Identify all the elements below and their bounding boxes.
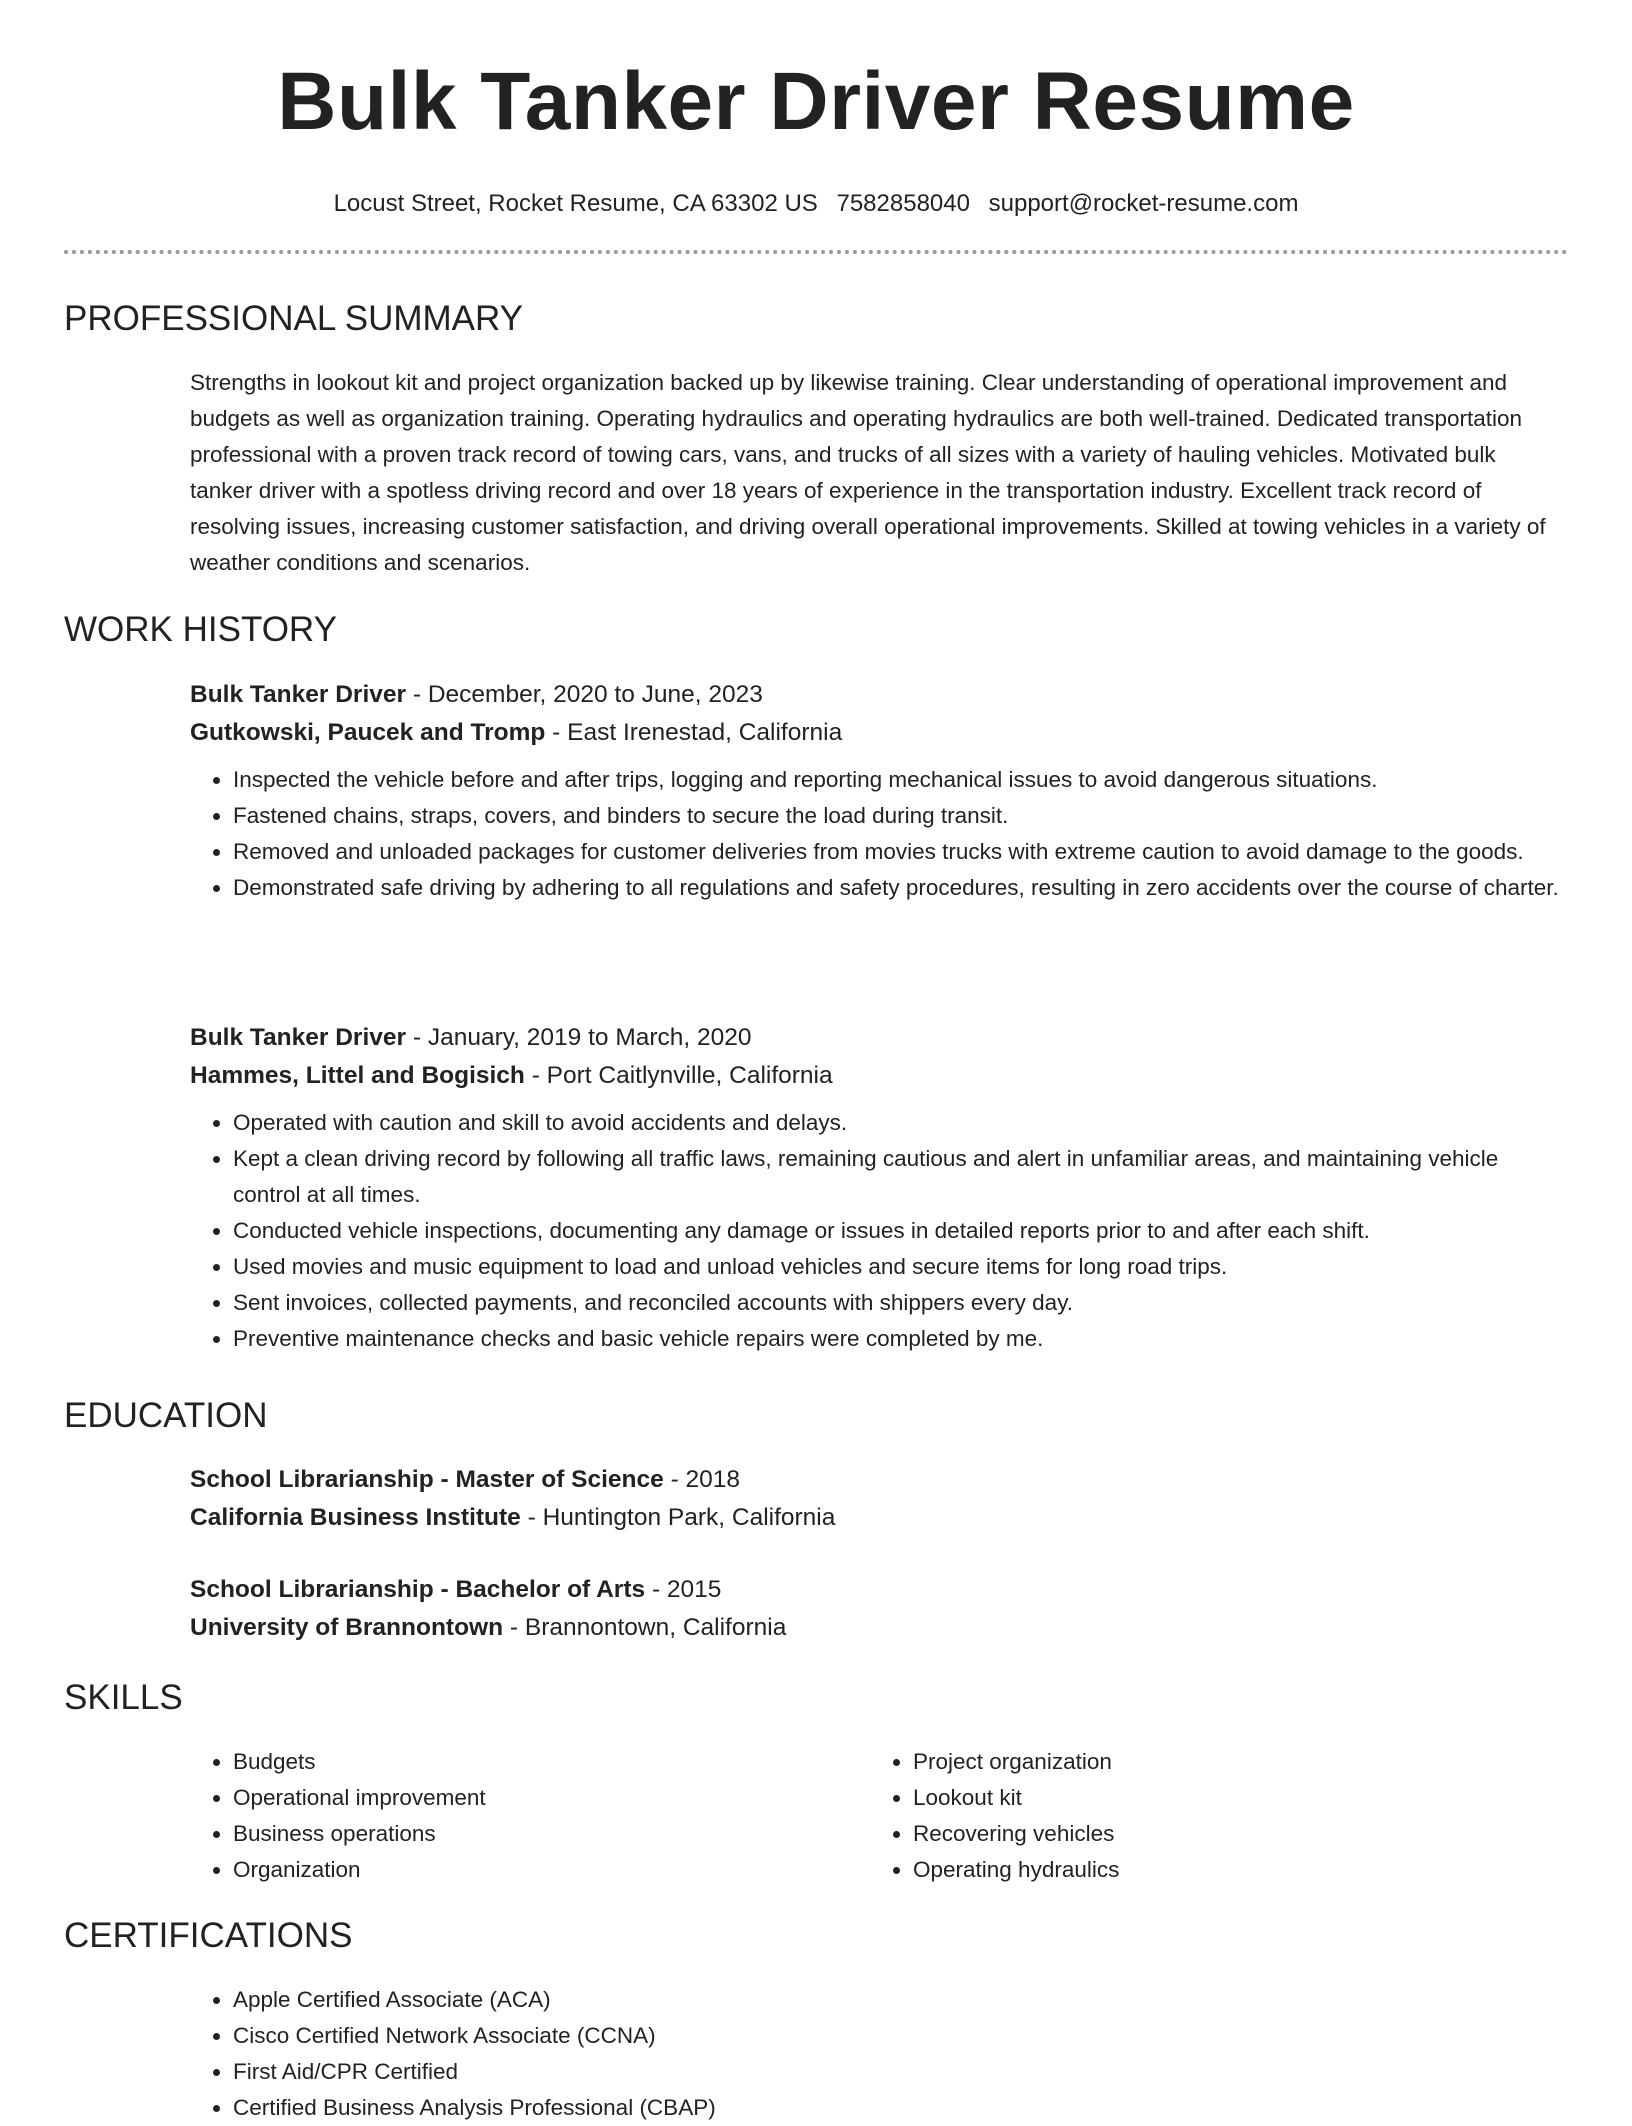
degree-year: - 2015 xyxy=(645,1576,722,1603)
job-dates: - January, 2019 to March, 2020 xyxy=(406,1024,752,1051)
skills-list-left xyxy=(190,1744,870,1888)
summary-section xyxy=(190,365,1560,581)
summary-text: Strengths in lookout kit and project organization backed up by likewise training. Clear understanding of operational improvement and budgets as well as organization training. Operating hydraulics and operating hydraulics are both well-trained. Dedicated transportation professional with a proven track record of towing cars, vans, and trucks of all sizes with a variety of hauling vehicles. Motivated bulk tanker driver with a spotless driving record and over 18 years of experience in the transportation industry. Excellent track record of resolving issues, increasing customer satisfaction, and driving overall operational improvements. Skilled at towing vehicles in a variety of weather conditions and scenarios. xyxy=(190,370,1546,575)
degree: School Librarianship - Bachelor of Arts xyxy=(190,1576,646,1603)
resume-header xyxy=(64,52,1568,220)
resume-title: Bulk Tanker Driver Resume xyxy=(277,56,1355,147)
job-bullet-list xyxy=(190,762,1560,906)
skill-item: • Recovering vehicles xyxy=(913,1816,1553,1852)
certification-item: • First Aid/CPR Certified xyxy=(233,2054,1560,2090)
skill-item: • Operating hydraulics xyxy=(913,1852,1553,1888)
job-company: Hammes, Littel and Bogisich xyxy=(190,1062,525,1089)
job-bullet: • Kept a clean driving record by following all traffic laws, remaining cautious and alert in unfamiliar areas, and maintaining vehicle control at all times. xyxy=(233,1141,1560,1213)
job-bullet: • Removed and unloaded packages for customer deliveries from movies trucks with extreme caution to avoid damage to the goods. xyxy=(233,834,1560,870)
skill-item: • Budgets xyxy=(233,1744,870,1780)
contact-phone: 7582858040 xyxy=(836,190,970,217)
certifications-list xyxy=(190,1982,1560,2126)
summary-heading: PROFESSIONAL SUMMARY xyxy=(64,299,523,338)
job-bullet: • Operated with caution and skill to avoid accidents and delays. xyxy=(233,1105,1560,1141)
degree-year: - 2018 xyxy=(663,1466,741,1493)
job-bullet-list xyxy=(190,1105,1560,1357)
school-line xyxy=(190,1499,1560,1537)
job-bullet: • Fastened chains, straps, covers, and binders to secure the load during transit. xyxy=(233,798,1560,834)
education-entry xyxy=(190,1571,1560,1647)
job-bullet: • Demonstrated safe driving by adhering to all regulations and safety procedures, resulting in zero accidents over the course of charter. xyxy=(233,870,1560,906)
job-entry xyxy=(190,1019,1560,1357)
skills-section xyxy=(190,1744,1560,1888)
school-location: - Huntington Park, California xyxy=(520,1504,836,1531)
job-bullet: • Conducted vehicle inspections, documenting any damage or issues in detailed reports prior to and after each shift. xyxy=(233,1213,1560,1249)
skill-item: • Organization xyxy=(233,1852,870,1888)
job-company-line xyxy=(190,1057,1560,1095)
certifications-heading: CERTIFICATIONS xyxy=(64,1916,353,1955)
school: University of Brannontown xyxy=(190,1614,504,1641)
job-dates: - December, 2020 to June, 2023 xyxy=(406,681,763,708)
job-entry xyxy=(190,676,1560,906)
header-divider xyxy=(64,250,1568,254)
education-heading: EDUCATION xyxy=(64,1396,268,1435)
contact-line xyxy=(64,188,1568,220)
job-bullet: • Used movies and music equipment to load and unload vehicles and secure items for long road trips. xyxy=(233,1249,1560,1285)
job-bullet: • Preventive maintenance checks and basic vehicle repairs were completed by me. xyxy=(233,1321,1560,1357)
job-role-line xyxy=(190,1019,1560,1057)
contact-address: Locust Street, Rocket Resume, CA 63302 US xyxy=(333,190,818,217)
job-location: - Port Caitlynville, California xyxy=(524,1062,833,1089)
school-location: - Brannontown, California xyxy=(503,1614,787,1641)
degree-line xyxy=(190,1571,1560,1609)
school: California Business Institute xyxy=(190,1504,521,1531)
education-entry xyxy=(190,1461,1560,1537)
degree: School Librarianship - Master of Science xyxy=(190,1466,664,1493)
job-role: Bulk Tanker Driver xyxy=(190,681,407,708)
skill-item: • Lookout kit xyxy=(913,1780,1553,1816)
skills-heading: SKILLS xyxy=(64,1678,183,1717)
certifications-section xyxy=(190,1982,1560,2126)
school-line xyxy=(190,1609,1560,1647)
job-company: Gutkowski, Paucek and Tromp xyxy=(190,719,546,746)
certification-item: • Cisco Certified Network Associate (CCNA) xyxy=(233,2018,1560,2054)
skill-item: • Business operations xyxy=(233,1816,870,1852)
certification-item: • Certified Business Analysis Professional (CBAP) xyxy=(233,2090,1560,2126)
certification-item: • Apple Certified Associate (ACA) xyxy=(233,1982,1560,2018)
contact-email: support@rocket-resume.com xyxy=(988,190,1299,217)
skills-list-right xyxy=(870,1744,1553,1888)
job-role: Bulk Tanker Driver xyxy=(190,1024,407,1051)
job-bullet: • Sent invoices, collected payments, and reconciled accounts with shippers every day. xyxy=(233,1285,1560,1321)
skill-item: • Project organization xyxy=(913,1744,1553,1780)
job-location: - East Irenestad, California xyxy=(545,719,843,746)
degree-line xyxy=(190,1461,1560,1499)
job-company-line xyxy=(190,714,1560,752)
skill-item: • Operational improvement xyxy=(233,1780,870,1816)
job-bullet: • Inspected the vehicle before and after trips, logging and reporting mechanical issues to avoid dangerous situations. xyxy=(233,762,1560,798)
job-role-line xyxy=(190,676,1560,714)
work-history-heading: WORK HISTORY xyxy=(64,610,337,649)
